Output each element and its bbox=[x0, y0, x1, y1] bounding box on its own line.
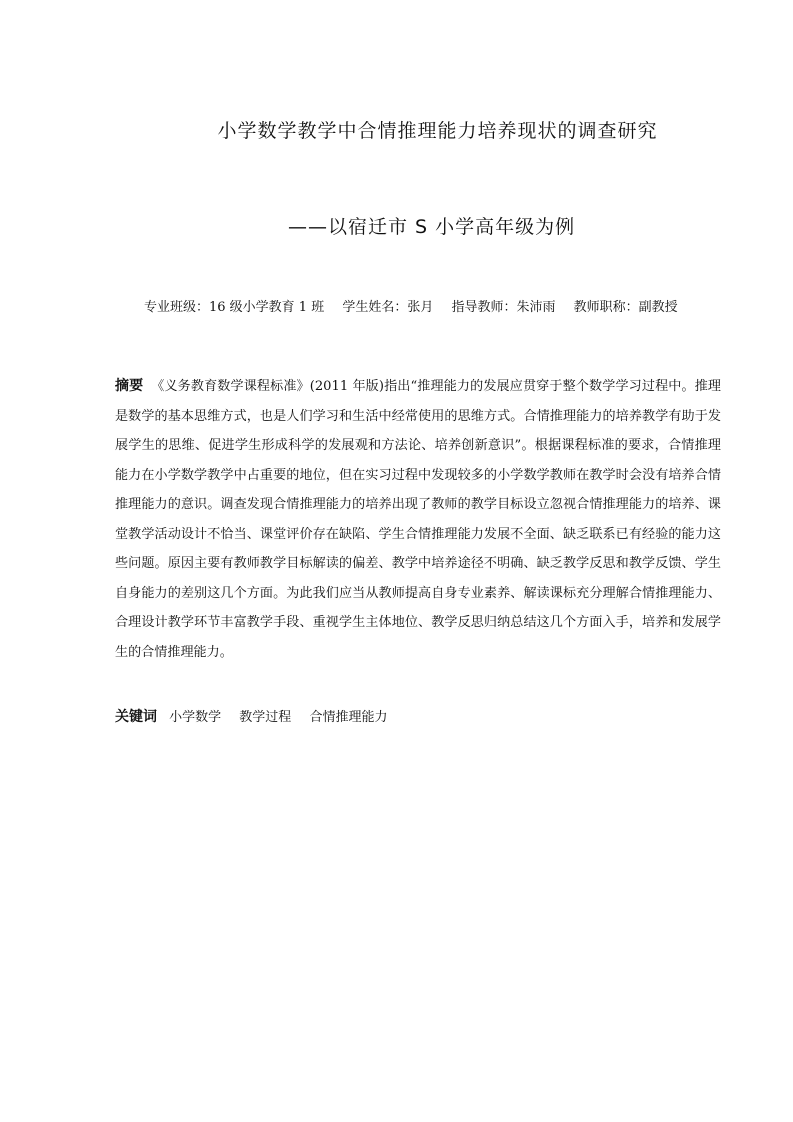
keyword-item: 教学过程 bbox=[239, 710, 292, 725]
paper-subtitle: ——以宿迁市 S 小学高年级为例 bbox=[288, 216, 576, 238]
advisor-title: 教师职称：副教授 bbox=[573, 300, 678, 315]
keywords-label: 关键词 bbox=[115, 709, 157, 725]
keyword-item: 合情推理能力 bbox=[309, 710, 388, 725]
abstract-text: 《义务教育数学课程标准》(2011 年版)指出“推理能力的发展应贯穿于整个数学学习过程中。推理是数学的基本思维方式，也是人们学习和生活中经常使用的思维方式。合情推理能力的培养教学有助于发展学生的思维、促进学生形成科学的发展观和方法论、培养创新意识”。根据课程标准的要求，合情推理能力在小学数学教学中占重要的地位，但在实习过程中发现较多的小学数学教师在教学时会没有培养合情推理能力的意识。调查发现合情推理能力的培养出现了教师的教学目标设立忽视合情推理能力的培养、课堂教学活动设计不恰当、课堂评价存在缺陷、学生合情推理能力发展不全面、缺乏联系已有经验的能力这些问题。原因主要有教师教学目标解读的偏差、教学中培养途径不明确、缺乏教学反思和教学反馈、学生自身能力的差别这几个方面。为此我们应当从教师提高自身专业素养、解读课标充分理解合情推理能力、合理设计教学环节丰富教学手段、重视学生主体地位、教学反思归纳总结这几个方面入手，培养和发展学生的合情推理能力。 bbox=[115, 379, 721, 660]
paper-title: 小学数学教学中合情推理能力培养现状的调查研究 bbox=[217, 120, 658, 142]
keywords-line bbox=[115, 706, 401, 726]
keyword-item: 小学数学 bbox=[169, 710, 222, 725]
abstract-paragraph bbox=[115, 372, 721, 667]
student-name: 学生姓名：张月 bbox=[342, 300, 434, 315]
class-info: 专业班级：16 级小学教育 1 班 bbox=[144, 300, 325, 315]
author-info-line bbox=[144, 296, 692, 315]
advisor-name: 指导教师：朱沛雨 bbox=[451, 300, 556, 315]
abstract-label: 摘要 bbox=[115, 378, 144, 394]
